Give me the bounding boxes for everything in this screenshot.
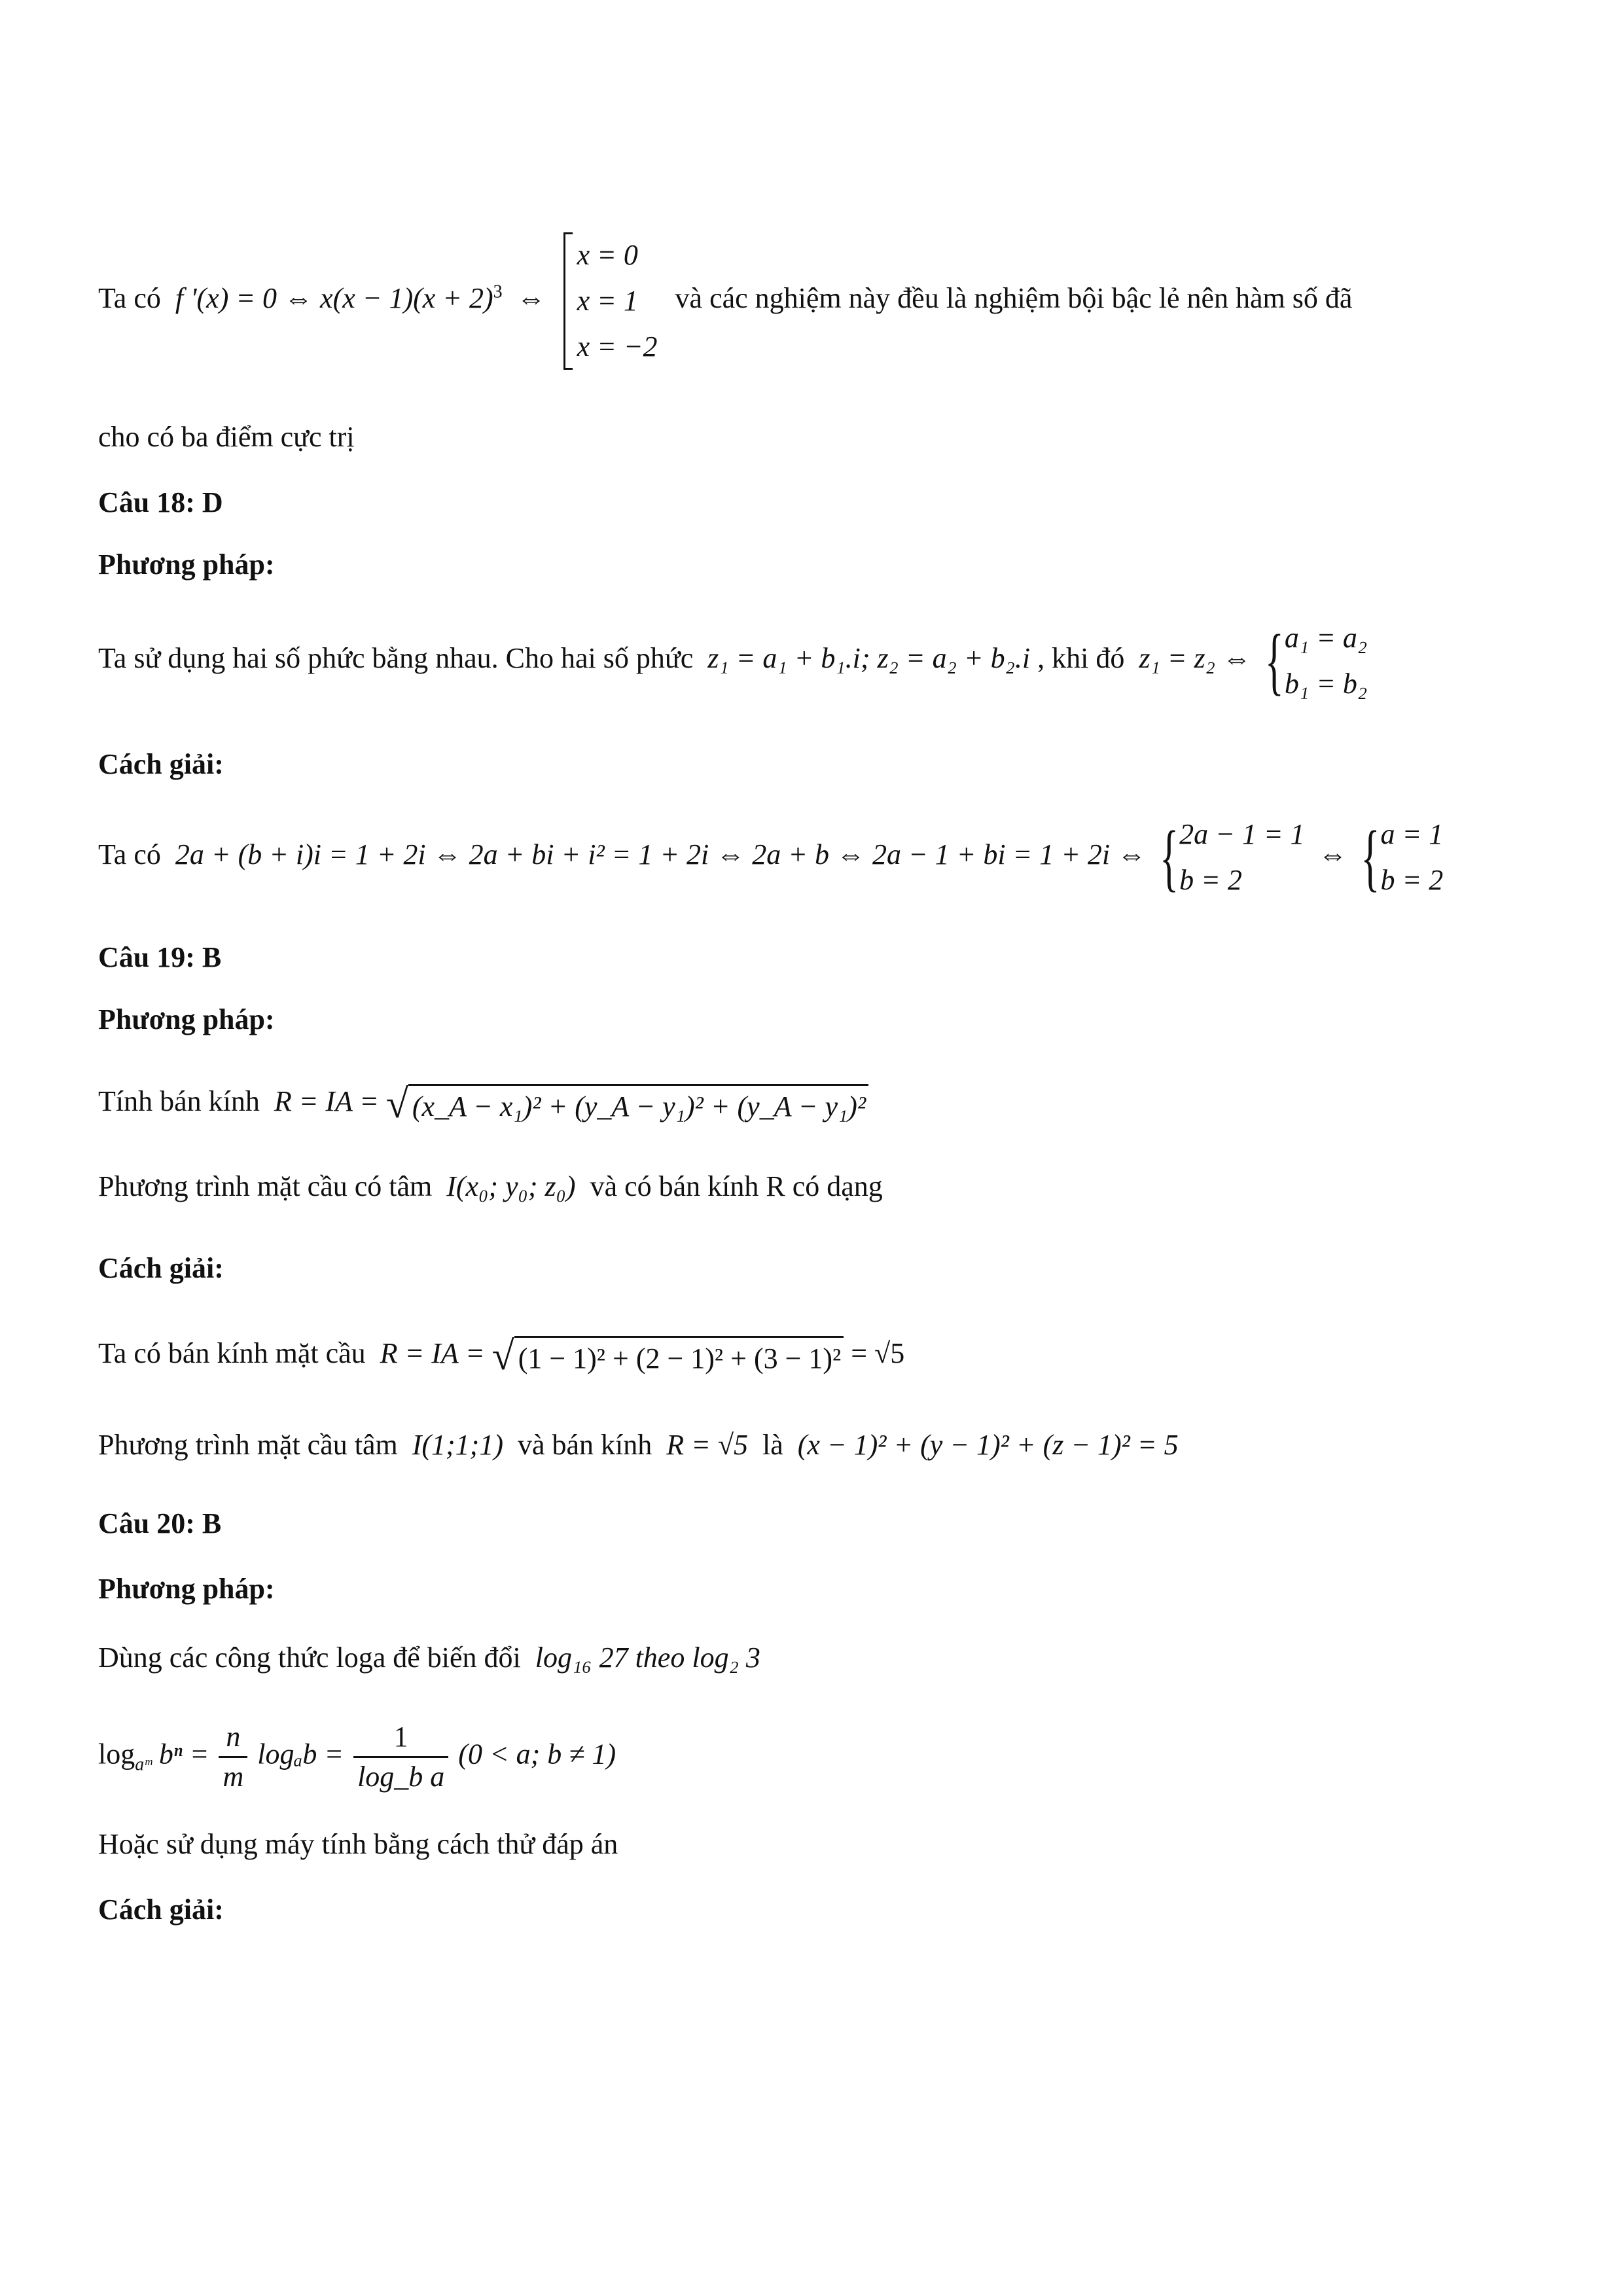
solution-label: Cách giải: <box>98 748 224 780</box>
question-20-heading: Câu 20: B <box>98 1507 222 1539</box>
sol2-mid: và bán kính <box>517 1429 652 1461</box>
radius-line <box>98 1083 868 1125</box>
sphere-text: Phương trình mặt cầu có tâm <box>98 1170 433 1202</box>
solution-sphere-line <box>98 1427 1179 1463</box>
sqrt-inner: (1 − 1)² + (2 − 1)² + (3 − 1)² <box>514 1336 844 1377</box>
equivalence-arrow: ⇔ <box>1318 838 1347 871</box>
alt-method-text: Hoặc sử dụng máy tính bằng cách thử đáp án <box>98 1828 618 1860</box>
sol1-left: R = IA = <box>380 1337 485 1369</box>
system-brace: { a = 1 b = 2 <box>1361 812 1444 903</box>
system-row: b = 2 <box>1179 864 1242 896</box>
sol2-radius: R = √5 <box>666 1429 748 1461</box>
sol1-right: = √5 <box>851 1337 905 1369</box>
question-18-heading: Câu 18: D <box>98 486 223 518</box>
derivative-equation: f '(x) = 0 ⇔ x(x − 1)(x + 2) <box>175 282 493 315</box>
fraction-n-over-m <box>219 1718 247 1796</box>
paragraph-text: cho có ba điểm cực trị <box>98 421 355 453</box>
system-row: b₁ = b₂ <box>1284 668 1368 700</box>
formula-sub: aᵐ <box>135 1754 152 1775</box>
solution-lead: Ta có <box>98 838 161 871</box>
equality-eq: z₁ = z₂ ⇔ <box>1139 642 1251 675</box>
complex-numbers-eq: z₁ = a₁ + b₁.i; z₂ = a₂ + b₂.i <box>707 642 1031 675</box>
solution-equation: 2a + (b + i)i = 1 + 2i ⇔ 2a + bi + i² = 1 + 2i ⇔ 2a + b ⇔ 2a − 1 + bi = 1 + 2i ⇔ <box>175 838 1147 871</box>
formula-b: bⁿ = <box>158 1738 209 1770</box>
method-line-q20 <box>98 1640 760 1676</box>
method-line-q18 <box>98 615 1374 707</box>
system-row: 2a − 1 = 1 <box>1179 818 1305 850</box>
system-row: a = 1 <box>1380 818 1444 850</box>
method-label: Phương pháp: <box>98 1003 275 1035</box>
case-row: x = 1 <box>577 285 638 317</box>
formula-mid: logₐb = <box>257 1738 344 1770</box>
method-label: Phương pháp: <box>98 548 275 581</box>
sqrt-expression: √ (x_A − x₁)² + (y_A − y₁)² + (y_A − y₁)² <box>386 1083 868 1124</box>
sphere-line <box>98 1168 883 1205</box>
fraction-reciprocal <box>353 1718 448 1796</box>
system-row: a₁ = a₂ <box>1284 622 1368 654</box>
solution-line-q18 <box>98 812 1450 903</box>
method-text: Dùng các công thức loga để biến đổi <box>98 1641 521 1674</box>
equivalence-arrow: ⇔ <box>516 282 546 315</box>
system-row: b = 2 <box>1380 864 1444 896</box>
lead-text: Ta có <box>98 282 161 315</box>
log-expression: log₁₆ 27 theo log₂ 3 <box>535 1641 760 1674</box>
sol2-center: I(1;1;1) <box>412 1429 503 1461</box>
log-formula-line <box>98 1718 616 1796</box>
method-mid: , khi đó <box>1037 642 1125 675</box>
radius-eq-left: R = IA = <box>274 1085 379 1117</box>
frac-denominator: m <box>223 1761 244 1793</box>
frac-numerator: n <box>219 1718 247 1758</box>
formula-condition: (0 < a; b ≠ 1) <box>458 1738 616 1770</box>
sphere-equation: (x − 1)² + (y − 1)² + (z − 1)² = 5 <box>797 1429 1179 1461</box>
exponent: 3 <box>493 281 503 302</box>
radius-lead: Tính bán kính <box>98 1085 260 1117</box>
tail-text: và các nghiệm này đều là nghiệm bội bậc lẻ nên hàm số đã <box>675 282 1353 315</box>
solution-bracket <box>563 232 658 370</box>
case-row: x = 0 <box>577 239 638 271</box>
sol1-lead: Ta có bán kính mặt cầu <box>98 1337 366 1369</box>
frac-denominator: log_b a <box>357 1761 445 1793</box>
solution-label: Cách giải: <box>98 1893 224 1926</box>
sphere-center: I(x₀; y₀; z₀) <box>446 1170 576 1202</box>
sphere-tail: và có bán kính R có dạng <box>590 1170 883 1202</box>
system-brace: { 2a − 1 = 1 b = 2 <box>1160 812 1304 903</box>
method-label: Phương pháp: <box>98 1573 275 1605</box>
equation-derivative-line <box>98 232 1352 370</box>
case-row: x = −2 <box>577 331 658 363</box>
method-text: Ta sử dụng hai số phức bằng nhau. Cho hai số phức <box>98 642 694 675</box>
question-19-heading: Câu 19: B <box>98 941 222 973</box>
sqrt-expression: √ (1 − 1)² + (2 − 1)² + (3 − 1)² <box>492 1335 844 1376</box>
system-brace: { a₁ = a₂ b₁ = b₂ <box>1265 615 1367 707</box>
sol2-la: là <box>762 1429 783 1461</box>
solution-radius-line <box>98 1335 904 1377</box>
frac-numerator: 1 <box>353 1718 448 1758</box>
sol2-lead: Phương trình mặt cầu tâm <box>98 1429 398 1461</box>
sqrt-inner: (x_A − x₁)² + (y_A − y₁)² + (y_A − y₁)² <box>408 1084 868 1125</box>
solution-label: Cách giải: <box>98 1252 224 1284</box>
formula-log: log <box>98 1738 135 1770</box>
